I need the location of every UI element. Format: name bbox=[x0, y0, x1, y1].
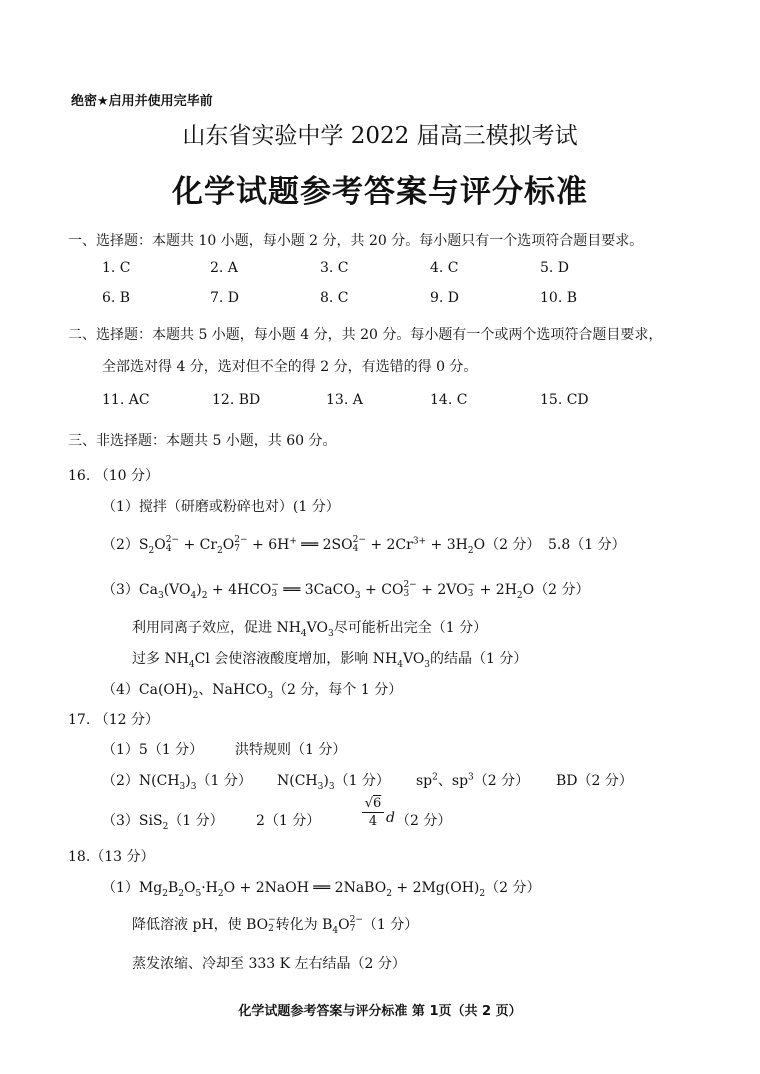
q18-part1-note1: 降低溶液 pH，使 BO − 2 转化为 $B_4O$ 2− 7 （1 分） bbox=[132, 915, 419, 936]
q17-part3-a: （3）SiS$_2$（1 分） bbox=[102, 813, 224, 832]
section2-heading-line1: 二、选择题：本题共 5 小题，每小题 4 分，共 20 分。每小题有一个或两个选项符合题目要求， bbox=[68, 327, 663, 343]
answer-13: 13. A bbox=[326, 392, 363, 408]
fraction-numerator: √6 bbox=[362, 796, 384, 813]
q16-part3-note2: 过多 $NH_4Cl$ 会使溶液酸度增加，影响 $NH_4VO_3$的结晶（1 分） bbox=[132, 651, 528, 670]
q16-part1: （1）搅拌（研磨或粉碎也对）(1 分） bbox=[102, 499, 340, 515]
answer-6: 6. B bbox=[102, 290, 131, 306]
q17-part3-b: 2（1 分） bbox=[256, 813, 321, 829]
q17-part2-d: BD（2 分） bbox=[556, 773, 633, 789]
q17-part2-c: $sp^2$、$sp^3(2$ 分） bbox=[416, 772, 530, 789]
answer-12: 12. BD bbox=[212, 392, 261, 408]
q16-part3: $(3)Ca_3(VO_4)_2 + 4HCO$ − 3 ══ 3CaCO$_3$ + CO 2− 3 + 2VO − 3 + $2H_2O(2$ 分） bbox=[102, 580, 590, 601]
q17-variable-d: d bbox=[386, 810, 395, 826]
q16-equation-2: $S_2O$ 2− 4 + $Cr_2O$ 2− 7 + 6H+ ══ 2SO 2− 4 + $2Cr^{3+} + 3H_2O$ bbox=[138, 535, 486, 556]
fraction-denominator: 4 bbox=[368, 814, 378, 829]
section2-heading-line2: 全部选对得 4 分，选对但不全的得 2 分，有选错的得 0 分。 bbox=[102, 359, 478, 375]
answer-11: 11. AC bbox=[102, 392, 150, 408]
q18-part1: $(1)Mg_2B_2O_5\cdot H_2O$ + 2NaOH ══ 2NaBO$_2$ + $2Mg(OH)_2(2$ 分） bbox=[102, 880, 541, 899]
q17-fraction bbox=[362, 796, 384, 829]
answer-7: 7. D bbox=[210, 290, 240, 306]
answer-10: 10. B bbox=[540, 290, 578, 306]
q16-equation-3: $Ca_3(VO_4)_2 + 4HCO$ − 3 ══ 3CaCO$_3$ + CO 2− 3 + 2VO − 3 + $2H_2O$ bbox=[138, 580, 535, 601]
answer-2: 2. A bbox=[210, 260, 238, 276]
section1-heading: 一、选择题：本题共 10 小题，每小题 2 分，共 20 分。每小题只有一个选项符合题目要求。 bbox=[68, 233, 644, 249]
q17-part2-a: $(2)N(CH_3)_3(1$ 分） bbox=[102, 773, 252, 792]
q16-part2-extra: 5.8（1 分） bbox=[548, 537, 626, 553]
q16-label: 16. （10 分） bbox=[68, 468, 159, 484]
answer-5: 5. D bbox=[540, 260, 570, 276]
answer-8: 8. C bbox=[320, 290, 349, 306]
answer-15: 15. CD bbox=[540, 392, 589, 408]
q18-equation-1: $Mg_2B_2O_5\cdot H_2O$ + 2NaOH ══ 2NaBO$_2$ + $2Mg(OH)_2$ bbox=[138, 880, 486, 899]
secret-note: 绝密★启用并使用完毕前 bbox=[71, 94, 213, 109]
q16-part4: $(4)Ca(OH)_2$、NaHCO$_3$（2 分，每个 1 分） bbox=[102, 682, 403, 701]
q16-part3-note1: 利用同离子效应，促进 $NH_4VO_3$尽可能析出完全（1 分） bbox=[132, 620, 488, 639]
answer-4: 4. C bbox=[430, 260, 459, 276]
answer-14: 14. C bbox=[430, 392, 468, 408]
document-title: 化学试题参考答案与评分标准 bbox=[172, 174, 588, 210]
q16-part2: $(2)S_2O$ 2− 4 + $Cr_2O$ 2− 7 + 6H+ ══ 2SO 2− 4 + $2Cr^{3+} + 3H_2O(2$ 分） bbox=[102, 535, 541, 556]
answer-1: 1. C bbox=[102, 260, 131, 276]
q17-label: 17. （12 分） bbox=[68, 712, 159, 728]
q18-label: 18.（13 分） bbox=[68, 849, 155, 865]
answer-9: 9. D bbox=[430, 290, 460, 306]
school-title: 山东省实验中学 2022 届高三模拟考试 bbox=[182, 123, 578, 149]
q17-part1-a: （1）5（1 分） bbox=[102, 742, 204, 758]
q17-part1-b: 洪特规则（1 分） bbox=[235, 742, 347, 758]
q17-part2-b: $N(CH_3)_3(1$ 分） bbox=[277, 773, 390, 792]
answer-3: 3. C bbox=[320, 260, 349, 276]
q17-part3-c: （2 分） bbox=[396, 813, 452, 829]
page-footer: 化学试题参考答案与评分标准 第 1页（共 2 页） bbox=[238, 1004, 522, 1019]
section3-heading: 三、非选择题：本题共 5 小题，共 60 分。 bbox=[68, 433, 337, 449]
q18-part1-note2: 蒸发浓缩、冷却至 333 K 左右结晶（2 分） bbox=[132, 956, 406, 972]
